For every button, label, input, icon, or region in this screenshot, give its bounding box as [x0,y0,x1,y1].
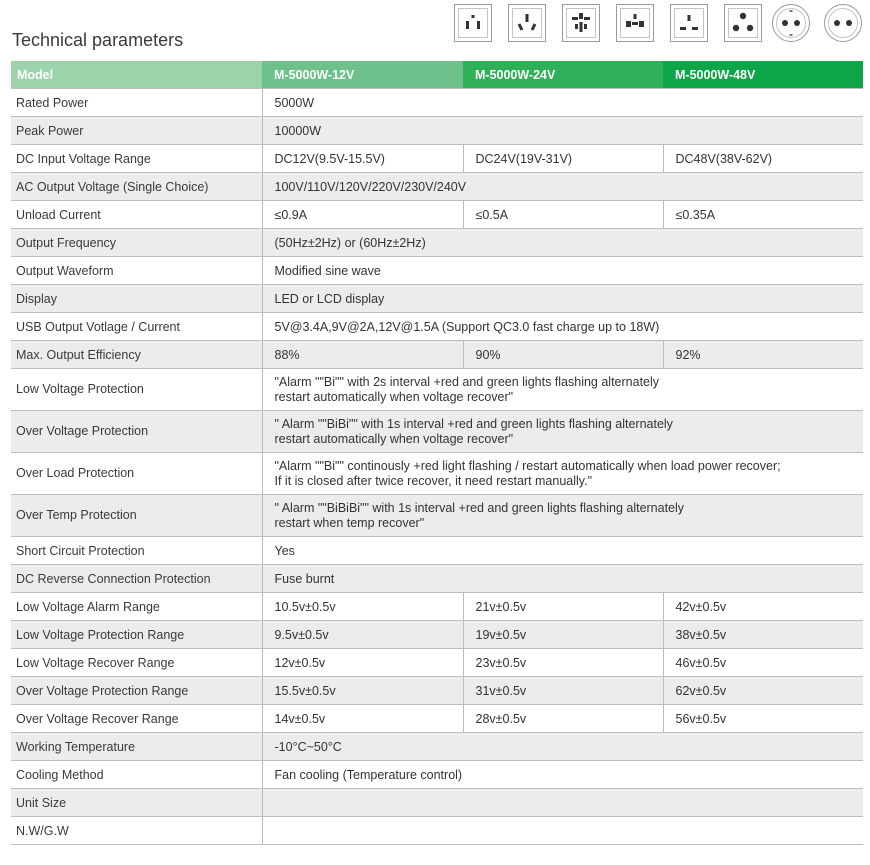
spec-value: 14v±0.5v [262,705,463,733]
spec-value: -10°C~50°C [262,733,863,761]
spec-value: 5V@3.4A,9V@2A,12V@1.5A (Support QC3.0 fast charge up to 18W) [262,313,863,341]
spec-label: Cooling Method [11,761,262,789]
spec-row [11,89,863,117]
spec-row [11,495,863,537]
spec-value: 28v±0.5v [463,705,663,733]
eu-round-plug-icon [824,4,862,42]
spec-label: DC Input Voltage Range [11,145,262,173]
spec-row [11,313,863,341]
spec-label: Low Voltage Alarm Range [11,593,262,621]
spec-label: N.W/G.W [11,817,262,845]
spec-value: DC48V(38V-62V) [663,145,863,173]
spec-row [11,677,863,705]
spec-label: Working Temperature [11,733,262,761]
spec-value: 19v±0.5v [463,621,663,649]
spec-row [11,733,863,761]
header-model-12v: M-5000W-12V [262,61,463,89]
spec-value: LED or LCD display [262,285,863,313]
spec-value: 92% [663,341,863,369]
universal-outlet-icon [616,4,654,42]
header-model-label: Model [11,61,262,89]
spec-value [262,789,863,817]
page-title: Technical parameters [12,30,184,50]
spec-label: Display [11,285,262,313]
spec-value: Fan cooling (Temperature control) [262,761,863,789]
spec-label: Over Temp Protection [11,495,262,537]
spec-row [11,411,863,453]
spec-value: 100V/110V/120V/220V/230V/240V [262,173,863,201]
spec-value: (50Hz±2Hz) or (60Hz±2Hz) [262,229,863,257]
spec-value: " Alarm ""BiBiBi"" with 1s interval +red and green lights flashing alternately restart when temp recover" [262,495,863,537]
spec-row [11,761,863,789]
spec-value: 31v±0.5v [463,677,663,705]
spec-label: Output Frequency [11,229,262,257]
spec-value: DC24V(19V-31V) [463,145,663,173]
spec-value: ≤0.35A [663,201,863,229]
spec-row [11,369,863,411]
us-plug-icon [454,4,492,42]
spec-row [11,789,863,817]
spec-label: Max. Output Efficiency [11,341,262,369]
spec-label: Low Voltage Protection [11,369,262,411]
spec-value [262,817,863,845]
spec-row [11,537,863,565]
header-model-24v: M-5000W-24V [463,61,663,89]
spec-value: 88% [262,341,463,369]
spec-value: 90% [463,341,663,369]
spec-value: DC12V(9.5V-15.5V) [262,145,463,173]
spec-value: 21v±0.5v [463,593,663,621]
spec-label: Short Circuit Protection [11,537,262,565]
spec-row [11,453,863,495]
spec-value: 46v±0.5v [663,649,863,677]
spec-value: 12v±0.5v [262,649,463,677]
spec-label: Output Waveform [11,257,262,285]
spec-label: DC Reverse Connection Protection [11,565,262,593]
spec-label: Unload Current [11,201,262,229]
spec-value: 62v±0.5v [663,677,863,705]
spec-row [11,341,863,369]
spec-value: 38v±0.5v [663,621,863,649]
spec-value: ≤0.5A [463,201,663,229]
spec-value: 42v±0.5v [663,593,863,621]
spec-value: "Alarm ""Bi"" with 2s interval +red and green lights flashing alternately restart automatically when voltage recover" [262,369,863,411]
au-plug-icon [508,4,546,42]
spec-label: Unit Size [11,789,262,817]
spec-value: Modified sine wave [262,257,863,285]
spec-value: Yes [262,537,863,565]
spec-row [11,229,863,257]
spec-row [11,145,863,173]
spec-label: Low Voltage Recover Range [11,649,262,677]
spec-row [11,593,863,621]
spec-label: Low Voltage Protection Range [11,621,262,649]
spec-value: "Alarm ""Bi"" continously +red light flashing / restart automatically when load power recover; If it is closed after twice recover, it need restart manually." [262,453,863,495]
spec-value: Fuse burnt [262,565,863,593]
spec-row [11,257,863,285]
spec-row [11,201,863,229]
spec-label: Over Load Protection [11,453,262,495]
schuko-plug-icon [772,4,810,42]
spec-row [11,621,863,649]
spec-body [11,89,863,845]
universal-plug-icon [562,4,600,42]
spec-row [11,173,863,201]
us-flat-plug-icon [670,4,708,42]
spec-label: Over Voltage Recover Range [11,705,262,733]
header-model-48v: M-5000W-48V [663,61,863,89]
spec-value: 5000W [262,89,863,117]
spec-label: AC Output Voltage (Single Choice) [11,173,262,201]
spec-label: Peak Power [11,117,262,145]
spec-value: 23v±0.5v [463,649,663,677]
spec-value: ≤0.9A [262,201,463,229]
spec-label: Over Voltage Protection [11,411,262,453]
spec-value: 10000W [262,117,863,145]
spec-row [11,705,863,733]
spec-row [11,565,863,593]
spec-label: USB Output Votlage / Current [11,313,262,341]
spec-label: Over Voltage Protection Range [11,677,262,705]
spec-header-row [11,61,863,89]
uk-round-plug-icon [724,4,762,42]
spec-value: 15.5v±0.5v [262,677,463,705]
spec-value: 10.5v±0.5v [262,593,463,621]
spec-value: " Alarm ""BiBi"" with 1s interval +red and green lights flashing alternately restart automatically when voltage recover" [262,411,863,453]
spec-row [11,285,863,313]
spec-row [11,649,863,677]
spec-label: Rated Power [11,89,262,117]
spec-row [11,117,863,145]
spec-table [11,61,863,845]
spec-value: 9.5v±0.5v [262,621,463,649]
spec-row [11,817,863,845]
spec-value: 56v±0.5v [663,705,863,733]
